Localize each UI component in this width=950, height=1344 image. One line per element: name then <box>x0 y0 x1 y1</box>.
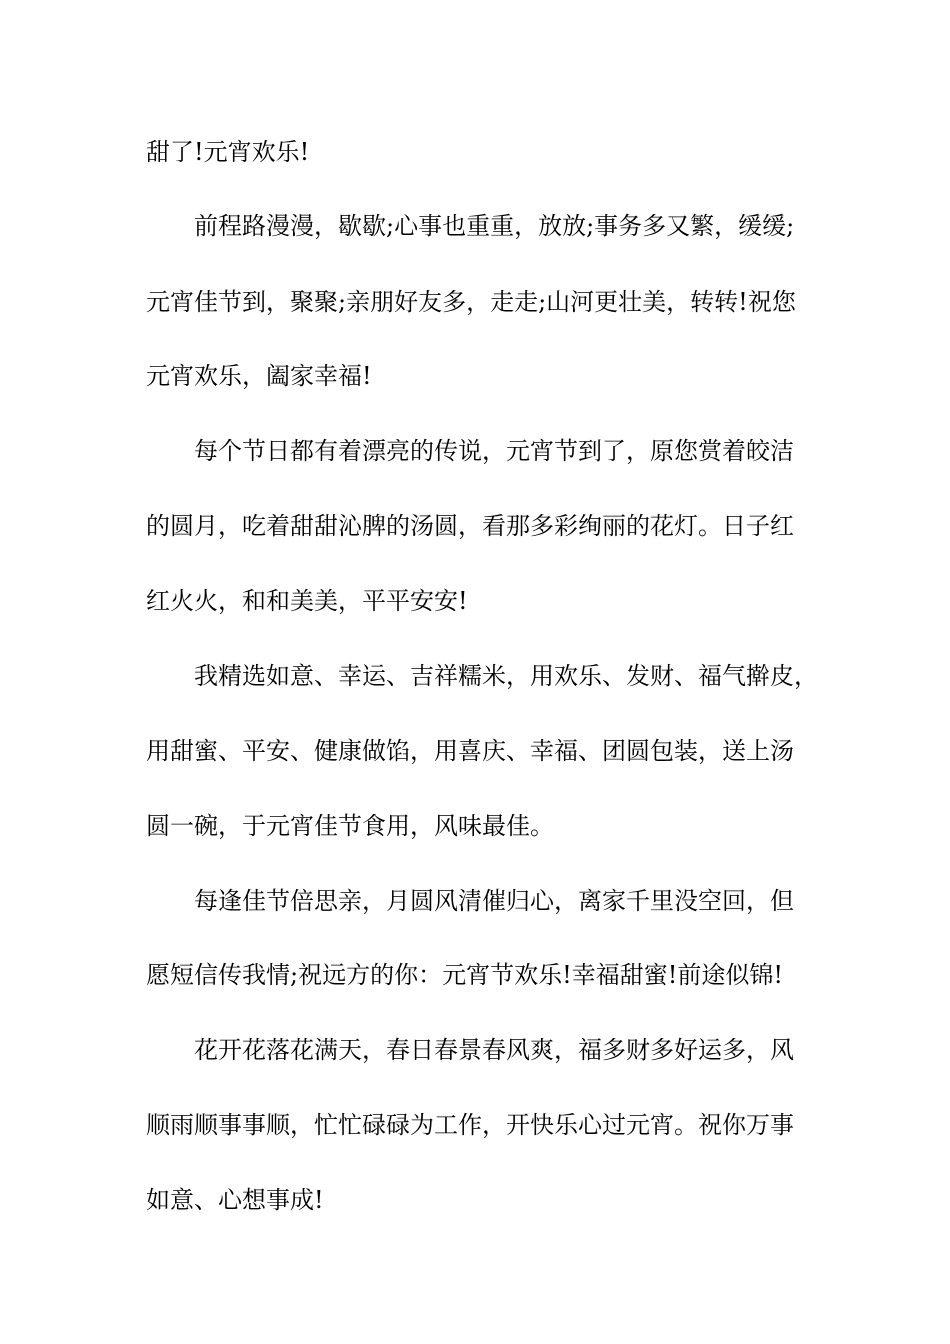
paragraph-line: 我精选如意、幸运、吉祥糯米，用欢乐、发财、福气擀皮， <box>194 662 818 690</box>
paragraph-line: 红火火，和和美美，平平安安! <box>146 587 468 615</box>
paragraph-line: 每个节日都有着漂亮的传说，元宵节到了，原您赏着皎洁 <box>194 437 794 465</box>
paragraph-line: 花开花落花满天，春日春景春风爽，福多财多好运多，风 <box>194 1036 794 1064</box>
paragraph-line: 前程路漫漫，歇歇;心事也重重，放放;事务多又繁，缓缓; <box>194 212 795 240</box>
paragraph-line: 愿短信传我情;祝远方的你：元宵节欢乐!幸福甜蜜!前途似锦! <box>146 961 784 989</box>
paragraph-line: 圆一碗，于元宵佳节食用，风味最佳。 <box>146 812 554 840</box>
paragraph-line: 每逢佳节倍思亲，月圆风清催归心，离家千里没空回，但 <box>194 887 794 915</box>
paragraph-line: 如意、心想事成! <box>146 1186 324 1214</box>
paragraph-line: 顺雨顺事事顺，忙忙碌碌为工作，开快乐心过元宵。祝你万事 <box>146 1111 794 1139</box>
paragraph-line: 的圆月，吃着甜甜沁脾的汤圆，看那多彩绚丽的花灯。日子红 <box>146 512 794 540</box>
paragraph-line: 用甜蜜、平安、健康做馅，用喜庆、幸福、团圆包装，送上汤 <box>146 737 794 765</box>
paragraph-line: 甜了!元宵欢乐! <box>146 138 310 166</box>
paragraph-line: 元宵佳节到，聚聚;亲朋好友多，走走;山河更壮美，转转!祝您 <box>146 288 796 316</box>
paragraph-line: 元宵欢乐，阖家幸福! <box>146 362 372 390</box>
